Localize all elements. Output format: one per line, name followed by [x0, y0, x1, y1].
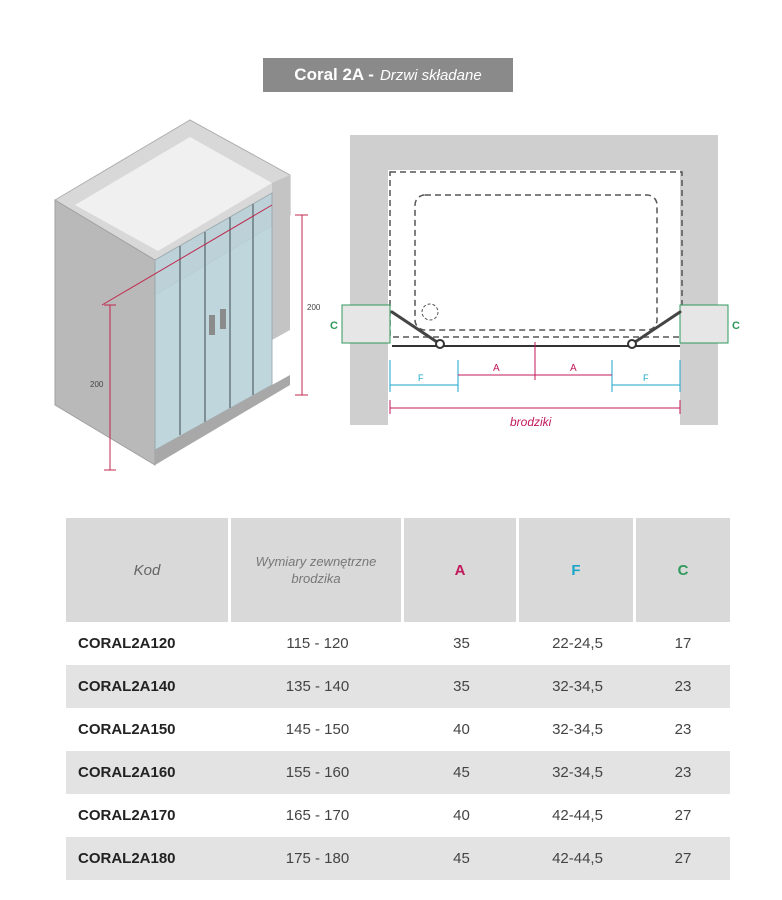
- cell-code: CORAL2A150: [78, 721, 176, 738]
- header-f: F: [519, 518, 636, 622]
- header-wymiary-line2: brodzika: [291, 571, 341, 586]
- cell-c: 17: [674, 635, 692, 652]
- product-subtitle: Drzwi składane: [379, 66, 482, 84]
- header-c: C: [636, 518, 730, 622]
- plan-label-a-left: A: [493, 363, 500, 374]
- cell-c: 23: [636, 665, 730, 708]
- spec-table: [66, 518, 730, 880]
- cell-f: 32-34,5: [519, 751, 636, 794]
- cell-size: 155 - 160: [231, 751, 404, 794]
- height-dimension-left: 200: [90, 380, 104, 389]
- cell-a: 35: [404, 665, 519, 708]
- table-row: [66, 622, 730, 665]
- cell-c: 23: [636, 751, 730, 794]
- plan-drawing: [330, 130, 750, 440]
- cell-f: 32-34,5: [519, 665, 636, 708]
- header-wymiary-line1: Wymiary zewnętrzne: [255, 554, 377, 569]
- isometric-drawing: [40, 105, 340, 485]
- plan-label-width: brodziki: [510, 415, 552, 429]
- cell-f: 42-44,5: [519, 837, 636, 880]
- cell-c: 27: [674, 807, 692, 824]
- cell-f: 22-24,5: [552, 635, 603, 652]
- cell-code: CORAL2A170: [78, 807, 176, 824]
- table-header-row: [66, 518, 730, 622]
- cell-f: 32-34,5: [552, 721, 603, 738]
- cell-c: 27: [636, 837, 730, 880]
- cell-size: 115 - 120: [286, 635, 349, 652]
- cell-code: CORAL2A160: [66, 751, 231, 794]
- cell-a: 45: [404, 837, 519, 880]
- cell-size: 175 - 180: [231, 837, 404, 880]
- plan-label-f-right: F: [643, 373, 649, 383]
- cell-a: 35: [453, 635, 470, 652]
- cell-code: CORAL2A180: [66, 837, 231, 880]
- cell-c: 23: [674, 721, 692, 738]
- plan-label-c-right: C: [732, 320, 740, 332]
- table-row: [66, 751, 730, 794]
- table-row: [66, 708, 730, 751]
- header-a: A: [404, 518, 519, 622]
- product-title-bar: [263, 58, 513, 92]
- cell-code: CORAL2A120: [78, 635, 176, 652]
- cell-a: 40: [453, 807, 470, 824]
- height-dimension-right: 200: [307, 303, 321, 312]
- cell-a: 40: [453, 721, 470, 738]
- header-kod: Kod: [66, 518, 231, 622]
- plan-label-f-left: F: [418, 373, 424, 383]
- cell-size: 165 - 170: [285, 807, 350, 824]
- cell-size: 135 - 140: [231, 665, 404, 708]
- cell-f: 42-44,5: [552, 807, 603, 824]
- header-wymiary: [231, 518, 404, 622]
- table-row: [66, 794, 730, 837]
- cell-code: CORAL2A140: [66, 665, 231, 708]
- plan-label-a-right: A: [570, 363, 577, 374]
- cell-size: 145 - 150: [285, 721, 350, 738]
- table-row: [66, 837, 730, 880]
- plan-label-c-left: C: [330, 320, 338, 332]
- cell-a: 45: [404, 751, 519, 794]
- table-row: [66, 665, 730, 708]
- product-title: Coral 2A -: [294, 65, 374, 84]
